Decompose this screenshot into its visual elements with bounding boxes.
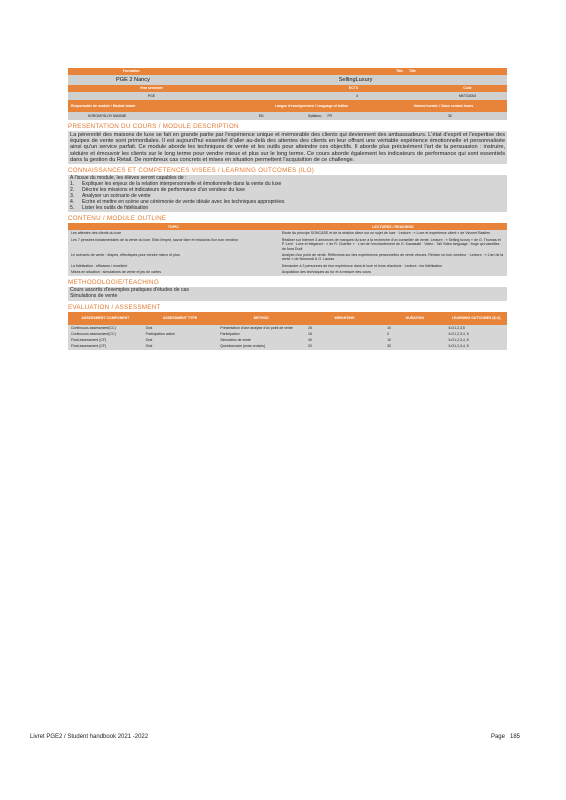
formation-label: Formation [68,68,349,75]
assessment-heading: EVALUATION / ASSESSMENT [68,303,161,311]
table-row: Mises en situation : simulations de vente et jeu de cartes Acquisition des techniques au fur et à mesure des cours [68,269,507,275]
component-header: ASSESSMENT COMPONENT [68,312,143,325]
title-value: SellingLuxury [336,75,507,85]
weighting-header: WEIGHTING [305,312,384,325]
list-item: 4. Ecrire et mettre en scène une cérémonie de vente idéale avec les techniques appropriées [70,198,285,205]
table-row: Final assessment (CF) Oral Questionnaire (mots croisés) 20 30 ILO1,2,3,4, 5 [68,343,507,349]
ects-value: 4 [235,92,428,100]
contact-hours-value: 30 [393,112,507,120]
year-label: Year semester [68,85,235,92]
list-item: 2. Décrire les missions et indicateurs de performance d'un vendeur du luxe [70,186,245,193]
learning-outcomes-list [68,175,507,212]
table-row: Le scénario de vente : étapes, effectiques pour vendre mieux et plus Analyse d'un point de vente. Réflexions sur des expériences personnelles de vente vécues. Réviser un bon vendeur · Lecture : « L'art de la vente » de Nenoos8 & O. Lauras [68,252,507,263]
methodology-heading: METHODOLOGIE/TEACHING [68,278,159,286]
duration-header: DURATION [384,312,445,325]
readings-header: LECTURES / READINGS [279,223,507,230]
year-value: PGE [68,92,235,100]
page-number: Page 185 [490,734,520,740]
list-item: 3. Analyser un scénario de vente [70,192,151,199]
syllabus-content [68,68,507,350]
topic-header: TOPIC [68,223,279,230]
outcomes-header: LEARNING OUTCOMES (ILO) [446,312,507,325]
methodology-text: Cours assortis d'exemples pratiques d'études de cas Simulations de vente [68,287,507,301]
ects-label: ECTS [235,85,428,92]
syllabus-value: FR [327,113,332,118]
contact-hours-label: Volume horaire / Class contact hours [380,100,507,112]
module-header-table [68,68,507,75]
code-label: Code [428,85,507,92]
table-row: La fidélisation : efficaces / excellent Demander à 3 personnes de leur expérience dans le luxe et leurs réactions · Lecture : les fidélisation [68,263,507,269]
presentation-text: La pérennité des maisons de luxe se fait en grande partie par l'expérience unique et mémorable des clients qui deviennent des ambassadeurs. L'état d'esprit et l'expertise des équipes de vente sont primordiales. Il est aujourd'hui essentiel d'aller au-delà des attentes des clients en leur offrant une véritable expérience émotionnelle et personnalisée ainsi qu'un service parfait. Ce module aborde les techniques de vente et les outils pour atteindre ces objectifs. Il aborde plus précisément l'art de la persuasion : instruire, séduire et émouvoir les clients sur le long terme pour vendre mieux et plus sur le long terme. Ce cours aborde également les indicateurs de performance qui sont essentiels dans la gestion du Retail. De nombreux cas concrets et mises en situation permettent l'acquisition de ce challenge. [70,132,505,163]
table-row: Final assessment (CF) Oral Simulation de vente 40 10 ILO1,2,3,4, 5 [68,337,507,343]
syllabus-label: Syllabus: [308,113,322,118]
table-row: Continuous assessment(CC) Oral Présentation d'une analyse d'un point de vente 25 10 ILO1,2,3,5 [68,325,507,331]
table-row: Les 7 pensées fondamentales de la vente du luxe. Etat d'esprit, savoir faire et missions d'un bon vendeur Réaliser sur Internet 3 annonces de marques du luxe à la recherche d'un conseiller de vente. Lecture : « Selling luxury » de G. Thomas et P. Lent · Luxe et élégance : « de R. Chartier » · L'art de l'enchantement de G. Kawasaki · Video : Tall Video language : forge qui vassifies de Ama Dudi [68,237,507,252]
language-value: EN [217,112,305,120]
table-row: Les attentes des clients du luxe Etude du principe SONCASE et de la relation client sur un sujet de luxe · Lecture : « Luxe et expérience client » de Vincent Bastien [68,230,507,236]
title-label: Title [349,68,406,75]
module-leader-label: Responsable de module / Module leader [68,100,244,112]
module-outline-heading: CONTENU / MODULE OUTLINE [68,215,167,223]
table-row: Continuous assessment(CC) Participation active Participation 15 0 ILO1,2,3,4, 5 [68,331,507,337]
language-label: Langue d'enseignement / Language of tuition [244,100,380,112]
learning-outcomes-intro: A l'issue du module, les élèves seront capables de : [70,175,187,182]
list-item: 1. Expliquer les enjeux de la relation interpersonnelle et émotionnelle dans la vente du luxe [70,180,282,187]
presentation-heading: PRESENTATION DU COURS / MODULE DESCRIPTION [68,123,239,130]
learning-outcomes-heading: CONNAISSANCES ET COMPETENCES VISEES / LEARNING OUTCOMES (ILO) [68,167,315,175]
formation-value: PGE 2 Nancy [68,75,336,85]
code-value: MKTG4004 [428,92,507,100]
title2-label: Title [406,68,507,75]
footer-handbook-title: Livret PGE2 / Student handbook 2021 -2022 [30,734,149,740]
method-header: METHOD [217,312,305,325]
page-footer [30,734,520,740]
type-header: ASSESSMENT TYPE [143,312,218,325]
syllabus-language [305,112,393,120]
list-item: 5. Lister les outils de fidélisation [70,204,149,211]
module-outline-table [68,223,507,275]
assessment-table [68,312,507,350]
module-leader-name: KOROMYSLOV MAXIME [68,112,217,120]
